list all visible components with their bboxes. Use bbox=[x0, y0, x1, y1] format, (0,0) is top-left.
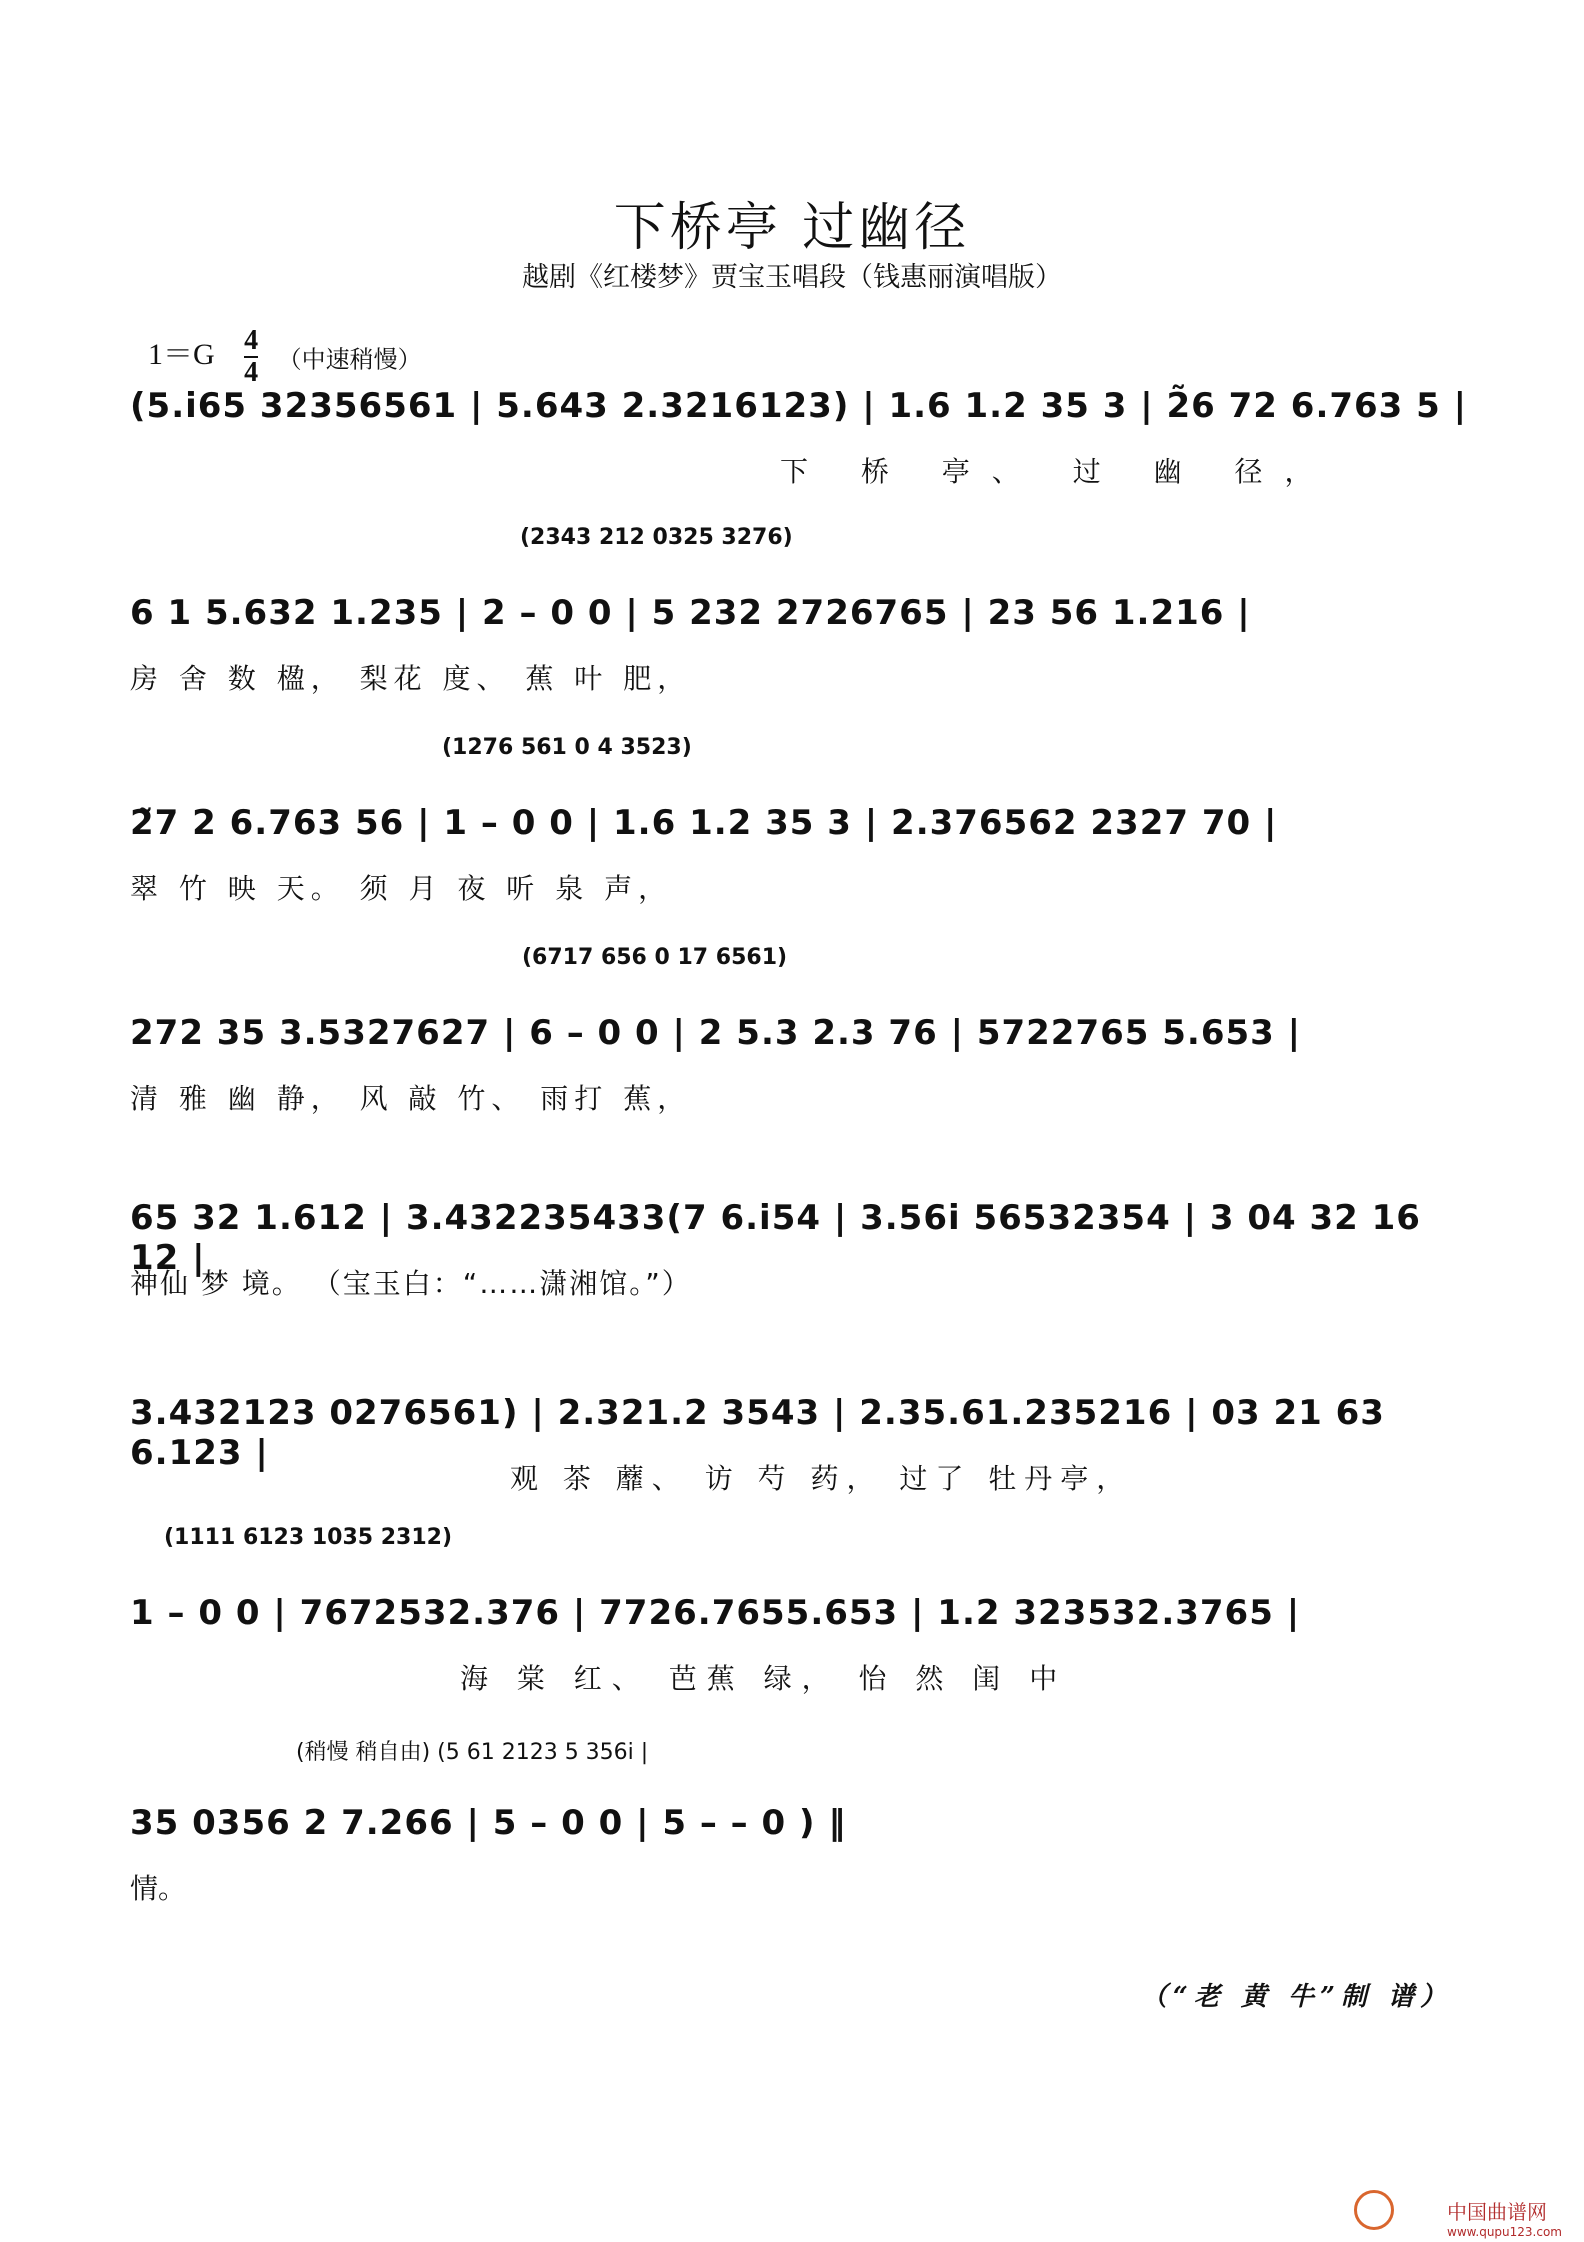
time-top: 4 bbox=[244, 325, 259, 356]
score-subtitle: 越剧《红楼梦》贾宝玉唱段（钱惠丽演唱版） bbox=[522, 262, 1062, 293]
system-lyrics: 清 雅 幽 静， 风 敲 竹、 雨打 蕉， bbox=[130, 1082, 692, 1115]
site-logo-icon bbox=[1354, 2190, 1394, 2230]
time-bottom: 4 bbox=[244, 357, 259, 388]
system-notes: 65 32 1.612 | 3.432235433(7 6.i54 | 3.56i 56532354 | 3 04 32 16 12 | bbox=[130, 1198, 1421, 1278]
interlude: (1276 561 0 4 3523) bbox=[442, 735, 692, 760]
system-7 bbox=[130, 1525, 1470, 1695]
system-lyrics: 房 舍 数 楹， 梨花 度、 蕉 叶 肥， bbox=[130, 662, 692, 695]
system-6 bbox=[130, 1355, 1470, 1495]
system-3 bbox=[130, 735, 1470, 905]
system-notes: 1 – 0 0 | 7672532.376 | 7726.7655.653 | 1.2 323532.3765 | bbox=[130, 1593, 1301, 1633]
interlude: (2343 212 0325 3276) bbox=[520, 525, 793, 550]
interlude: (稍慢 稍自由) (5 61 2123 5 356i | bbox=[296, 1740, 649, 1765]
interlude: (6717 656 0 17 6561) bbox=[522, 945, 788, 970]
system-lyrics: 情。 bbox=[130, 1872, 187, 1905]
system-4 bbox=[130, 945, 1470, 1115]
system-notes: 3.432123 0276561) | 2.321.2 3543 | 2.35.61.235216 | 03 21 63 6.123 | bbox=[130, 1393, 1385, 1473]
system-notes: 6 1 5.632 1.235 | 2 – 0 0 | 5 232 2726765 | 23 56 1.216 | bbox=[130, 593, 1251, 633]
credit-line: （“老 黄 牛”制 谱） bbox=[1140, 1982, 1452, 2012]
watermark-url: www.qupu123.com bbox=[1447, 2225, 1562, 2239]
system-5 bbox=[130, 1160, 1470, 1300]
system-notes: 2̃7 2 6.763 56 | 1 – 0 0 | 1.6 1.2 35 3 | 2.376562 2327 70 | bbox=[130, 803, 1278, 843]
key-signature bbox=[148, 326, 422, 388]
time-signature bbox=[244, 326, 258, 388]
system-2 bbox=[130, 525, 1470, 695]
system-notes: (5.i65 32356561 | 5.643 2.3216123) | 1.6 1.2 35 3 | 2̃6 72 6.763 5 | bbox=[130, 386, 1468, 426]
system-lyrics: 神仙 梦 境。 （宝玉白：“……潇湘馆。”） bbox=[130, 1267, 692, 1300]
key-label: 1＝G bbox=[148, 337, 215, 371]
system-8 bbox=[130, 1735, 1470, 1905]
interlude: (1111 6123 1035 2312) bbox=[164, 1525, 453, 1550]
system-lyrics: 翠 竹 映 天。 须 月 夜 听 泉 声， bbox=[130, 872, 673, 905]
watermark-text: 中国曲谱网 bbox=[1447, 2200, 1548, 2224]
system-notes: 35 0356 2 7.266 | 5 – 0 0 | 5 – – 0 ) ‖ bbox=[130, 1803, 847, 1843]
score-title: 下桥亭 过幽径 bbox=[613, 198, 971, 258]
system-lyrics: 海 棠 红、 芭蕉 绿， 怡 然 闺 中 bbox=[460, 1662, 1068, 1695]
watermark bbox=[1447, 2196, 1562, 2239]
system-1 bbox=[130, 380, 1470, 490]
tempo-marking: （中速稍慢） bbox=[277, 345, 422, 374]
system-lyrics: 下 桥 亭、 过 幽 径， bbox=[780, 455, 1335, 488]
system-lyrics: 观 茶 蘼、 访 芍 药， 过了 牡丹亭， bbox=[510, 1462, 1133, 1495]
system-notes: 272 35 3.5327627 | 6 – 0 0 | 2 5.3 2.3 76 | 5722765 5.653 | bbox=[130, 1013, 1302, 1053]
